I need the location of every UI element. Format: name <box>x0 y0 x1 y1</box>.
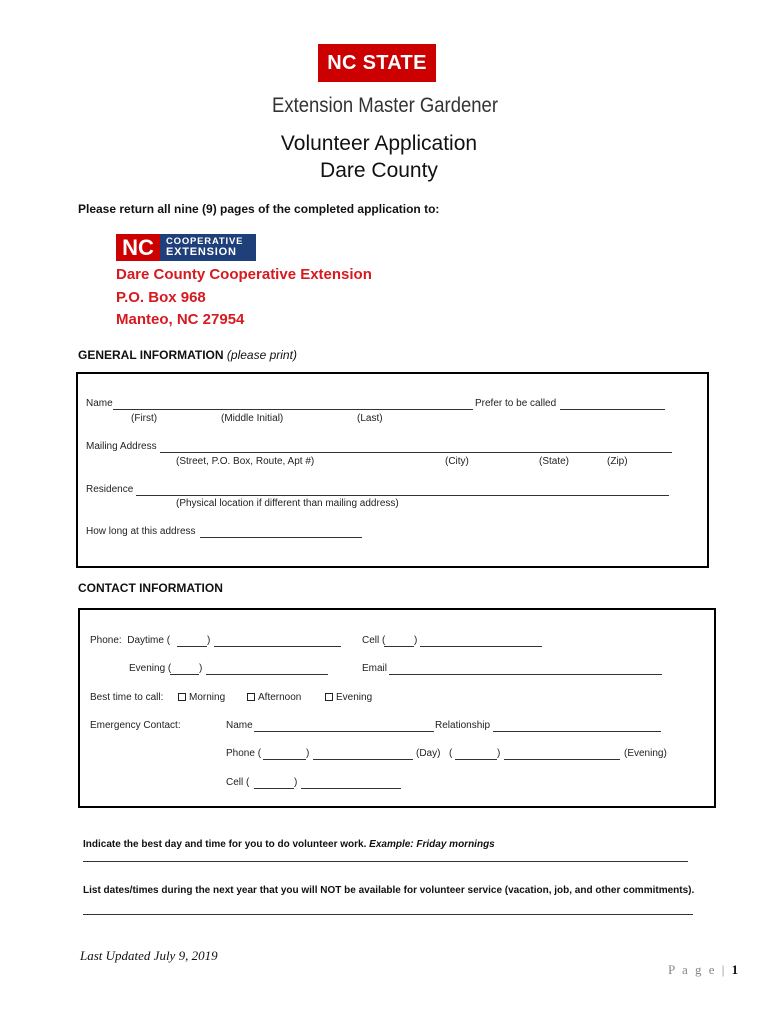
ec-cell-phone-field[interactable] <box>301 788 401 789</box>
howlong-field[interactable] <box>200 537 362 538</box>
last-updated: Last Updated July 9, 2019 <box>80 948 218 963</box>
evening-area-code-field[interactable] <box>170 674 199 675</box>
ec-phone-label: Phone ( <box>226 748 262 759</box>
afternoon-label: Afternoon <box>258 692 302 703</box>
page-number <box>668 962 740 978</box>
best-time-afternoon[interactable] <box>247 692 301 703</box>
best-day-example: Example: Friday mornings <box>369 839 495 850</box>
ec-day-label: (Day) <box>416 748 441 759</box>
evening-label: Evening <box>336 692 373 703</box>
prefer-field[interactable] <box>560 409 665 410</box>
ec-name-field[interactable] <box>254 731 434 732</box>
cell-label: Cell ( <box>362 635 386 646</box>
coop-logo-nc: NC <box>116 234 160 261</box>
ec-name-label: Name <box>226 720 253 731</box>
prefer-label: Prefer to be called <box>475 398 557 409</box>
paren-close: ) <box>207 635 211 646</box>
name-label: Name <box>86 398 113 409</box>
document-subtitle: Dare County <box>320 159 438 182</box>
last-caption: (Last) <box>357 413 383 424</box>
emergency-label: Emergency Contact: <box>90 720 181 731</box>
paren-close: ) <box>199 663 203 674</box>
best-day-prompt <box>83 839 495 850</box>
best-time-evening[interactable] <box>325 692 372 703</box>
address-line3: Manteo, NC 27954 <box>116 311 245 328</box>
afternoon-checkbox[interactable] <box>247 693 255 701</box>
best-day-text: Indicate the best day and time for you to do volunteer work. <box>83 839 367 850</box>
ec-evening-area-code-field[interactable] <box>455 759 497 760</box>
morning-label: Morning <box>189 692 226 703</box>
city-caption: (City) <box>445 456 469 467</box>
contact-info-box <box>78 608 716 808</box>
paren-open: ( <box>449 748 453 759</box>
general-info-heading <box>78 348 297 362</box>
page-word: P a g e | <box>668 962 727 977</box>
coop-logo-text <box>160 234 256 261</box>
return-instructions: Please return all nine (9) pages of the completed application to: <box>78 202 440 216</box>
ec-day-area-code-field[interactable] <box>263 759 306 760</box>
residence-caption: (Physical location if different than mailing address) <box>176 498 399 509</box>
mailing-label: Mailing Address <box>86 441 157 452</box>
best-time-label: Best time to call: <box>90 692 164 703</box>
ec-cell-label: Cell ( <box>226 777 250 788</box>
cell-phone-field[interactable] <box>420 646 542 647</box>
phone-daytime-label: Phone: Daytime ( <box>90 635 171 646</box>
evening-phone-field[interactable] <box>206 674 328 675</box>
street-caption: (Street, P.O. Box, Route, Apt #) <box>176 456 315 467</box>
paren-close: ) <box>306 748 310 759</box>
name-row <box>86 398 113 409</box>
evening-checkbox[interactable] <box>325 693 333 701</box>
cell-area-code-field[interactable] <box>384 646 414 647</box>
program-name: Extension Master Gardener <box>272 94 498 117</box>
ncstate-logo <box>318 44 436 82</box>
ec-evening-label: (Evening) <box>624 748 667 759</box>
unavailable-field[interactable] <box>83 914 693 915</box>
unavailable-prompt: List dates/times during the next year that you will NOT be available for volunteer service (vacation, job, and other commitments). <box>83 885 695 896</box>
evening-label: Evening ( <box>129 663 172 674</box>
howlong-label: How long at this address <box>86 526 196 537</box>
best-time-morning[interactable] <box>178 692 225 703</box>
ec-relationship-field[interactable] <box>493 731 661 732</box>
address-line2: P.O. Box 968 <box>116 289 206 306</box>
daytime-area-code-field[interactable] <box>177 646 207 647</box>
ec-day-phone-field[interactable] <box>313 759 413 760</box>
daytime-phone-field[interactable] <box>214 646 341 647</box>
cooperative-extension-logo <box>116 234 256 261</box>
email-field[interactable] <box>389 674 662 675</box>
first-caption: (First) <box>131 413 158 424</box>
paren-close: ) <box>294 777 298 788</box>
name-field[interactable] <box>113 409 473 410</box>
paren-close: ) <box>414 635 418 646</box>
state-caption: (State) <box>539 456 570 467</box>
zip-caption: (Zip) <box>607 456 628 467</box>
page-number-value: 1 <box>731 962 741 977</box>
middle-caption: (Middle Initial) <box>221 413 284 424</box>
coop-logo-line2: EXTENSION <box>166 246 237 258</box>
ec-evening-phone-field[interactable] <box>504 759 620 760</box>
contact-info-heading: CONTACT INFORMATION <box>78 581 223 595</box>
ec-cell-area-code-field[interactable] <box>254 788 294 789</box>
coop-logo-line1: COOPERATIVE <box>166 236 244 247</box>
paren-close: ) <box>497 748 501 759</box>
address-line1: Dare County Cooperative Extension <box>116 266 372 283</box>
best-day-field[interactable] <box>83 861 688 862</box>
email-label: Email <box>362 663 388 674</box>
residence-label: Residence <box>86 484 134 495</box>
ec-relationship-label: Relationship <box>435 720 491 731</box>
morning-checkbox[interactable] <box>178 693 186 701</box>
general-info-heading-note: (please print) <box>226 348 297 362</box>
document-title: Volunteer Application <box>280 132 478 155</box>
ncstate-logo-text: NC STATE <box>327 51 427 74</box>
residence-field[interactable] <box>136 495 669 496</box>
general-info-heading-text: GENERAL INFORMATION <box>78 348 224 362</box>
general-info-box <box>76 372 709 568</box>
mailing-field[interactable] <box>160 452 672 453</box>
